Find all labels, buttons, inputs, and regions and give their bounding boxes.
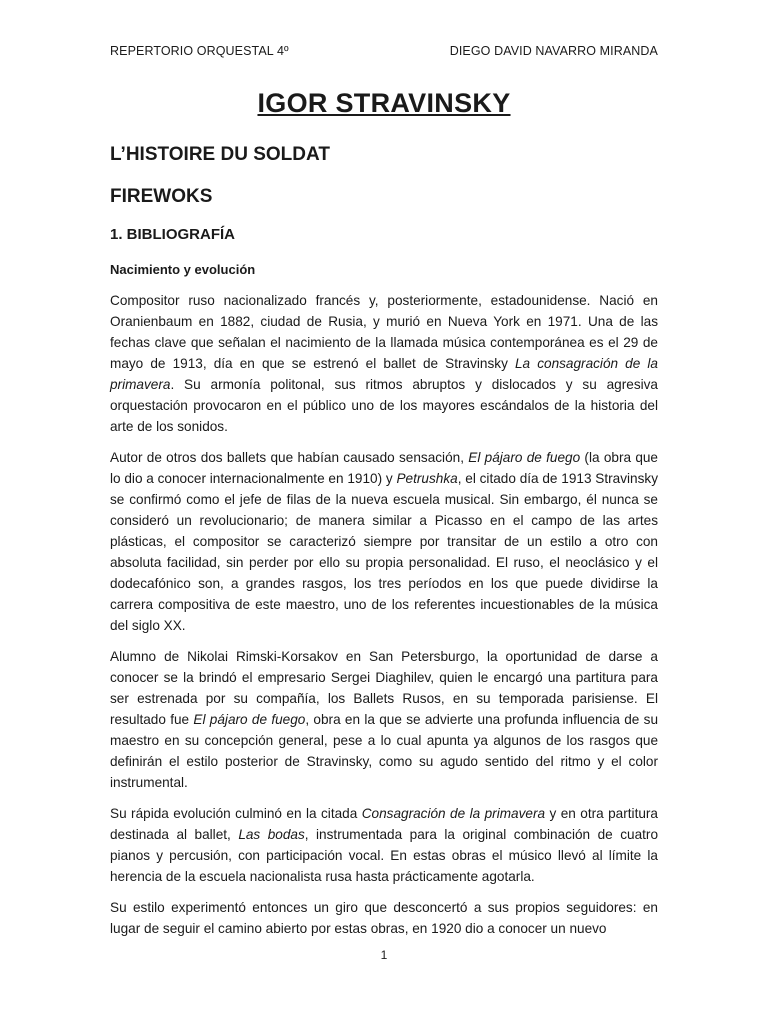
header-course: REPERTORIO ORQUESTAL 4º bbox=[110, 44, 289, 58]
header-author: DIEGO DAVID NAVARRO MIRANDA bbox=[449, 44, 658, 58]
work-heading-fireworks: FIREWOKS bbox=[110, 186, 213, 207]
paragraph bbox=[110, 290, 658, 437]
italic-work-title: El pájaro de fuego bbox=[193, 712, 306, 727]
paragraph-text: . Su armonía politonal, sus ritmos abruptos y dislocados y su agresiva orquestación provocaron en el público uno de los mayores escándalos de la historia del arte de los sonidos. bbox=[110, 377, 658, 434]
italic-work-title: Petrushka bbox=[396, 471, 458, 486]
italic-work-title: Las bodas bbox=[238, 827, 305, 842]
paragraph-text: Autor de otros dos ballets que habían causado sensación, bbox=[110, 450, 469, 465]
paragraph bbox=[110, 646, 658, 793]
paragraph-text: y en otra partitura destinada al ballet, bbox=[110, 806, 658, 842]
paragraph-text: , el citado día de 1913 Stravinsky se confirmó como el jefe de filas de la nueva escuela musical. Sin embargo, él nunca se consideró un revolucionario; de manera similar a Picasso en el campo de las artes plásticas, el compositor se caracterizó siempre por transitar de un estilo a otro con absoluta facilidad, sin perder por ello su propia personalidad. El ruso, el neoclásico y el dodecafónico son, a grandes rasgos, los tres períodos en los que puede dividirse la carrera compositiva de este maestro, uno de los referentes incuestionables de la música del siglo XX. bbox=[110, 471, 659, 633]
italic-work-title: La consagración de la primavera bbox=[110, 356, 658, 392]
paragraph-text: Compositor ruso nacionalizado francés y, posteriormente, estadounidense. Nació en Oranienbaum en 1882, ciudad de Rusia, y murió en Nueva York en 1971. Una de las fechas clave que señalan el nacimiento de la llamada música contemporánea es el 29 de mayo de 1913, día en que se estrenó el ballet de Stravinsky bbox=[110, 293, 658, 371]
paragraph bbox=[110, 447, 658, 636]
work-heading-histoire: L’HISTOIRE DU SOLDAT bbox=[110, 144, 330, 165]
paragraph-text: , obra en la que se advierte una profunda influencia de su maestro en su concepción general, pese a lo cual apunta ya algunos de los rasgos que definirán el estilo posterior de Stravinsky, como su agudo sentido del ritmo y el color instrumental. bbox=[110, 712, 658, 790]
paragraph-text: Su rápida evolución culminó en la citada bbox=[110, 806, 362, 821]
italic-work-title: El pájaro de fuego bbox=[468, 450, 581, 465]
page-header bbox=[110, 44, 658, 58]
italic-work-title: Consagración de la primavera bbox=[361, 806, 546, 821]
page-number: 1 bbox=[380, 948, 388, 962]
body-text bbox=[110, 290, 658, 949]
document-title: IGOR STRAVINSKY bbox=[257, 88, 511, 118]
paragraph bbox=[110, 803, 658, 887]
paragraph-text: Su estilo experimentó entonces un giro que desconcertó a sus propios seguidores: en lugar de seguir el camino abierto por estas obras, en 1920 dio a conocer un nuevo bbox=[110, 900, 658, 936]
paragraph-text: (la obra que lo dio a conocer internacionalmente en 1910) y bbox=[110, 450, 658, 486]
paragraph-text: Alumno de Nikolai Rimski-Korsakov en San Petersburgo, la oportunidad de darse a conocer se la brindó el empresario Sergei Diaghilev, quien le encargó una partitura para ser estrenada por su compañía, los Ballets Rusos, en su temporada parisiense. El resultado fue bbox=[110, 649, 658, 727]
paragraph-text: , instrumentada para la original combinación de cuatro pianos y percusión, con participación vocal. En estas obras el músico llevó al límite la herencia de la escuela nacionalista rusa hasta prácticamente agotarla. bbox=[110, 827, 658, 884]
subsection-heading: Nacimiento y evolución bbox=[110, 262, 256, 277]
paragraph bbox=[110, 897, 658, 939]
section-heading: 1. BIBLIOGRAFÍA bbox=[110, 226, 236, 243]
